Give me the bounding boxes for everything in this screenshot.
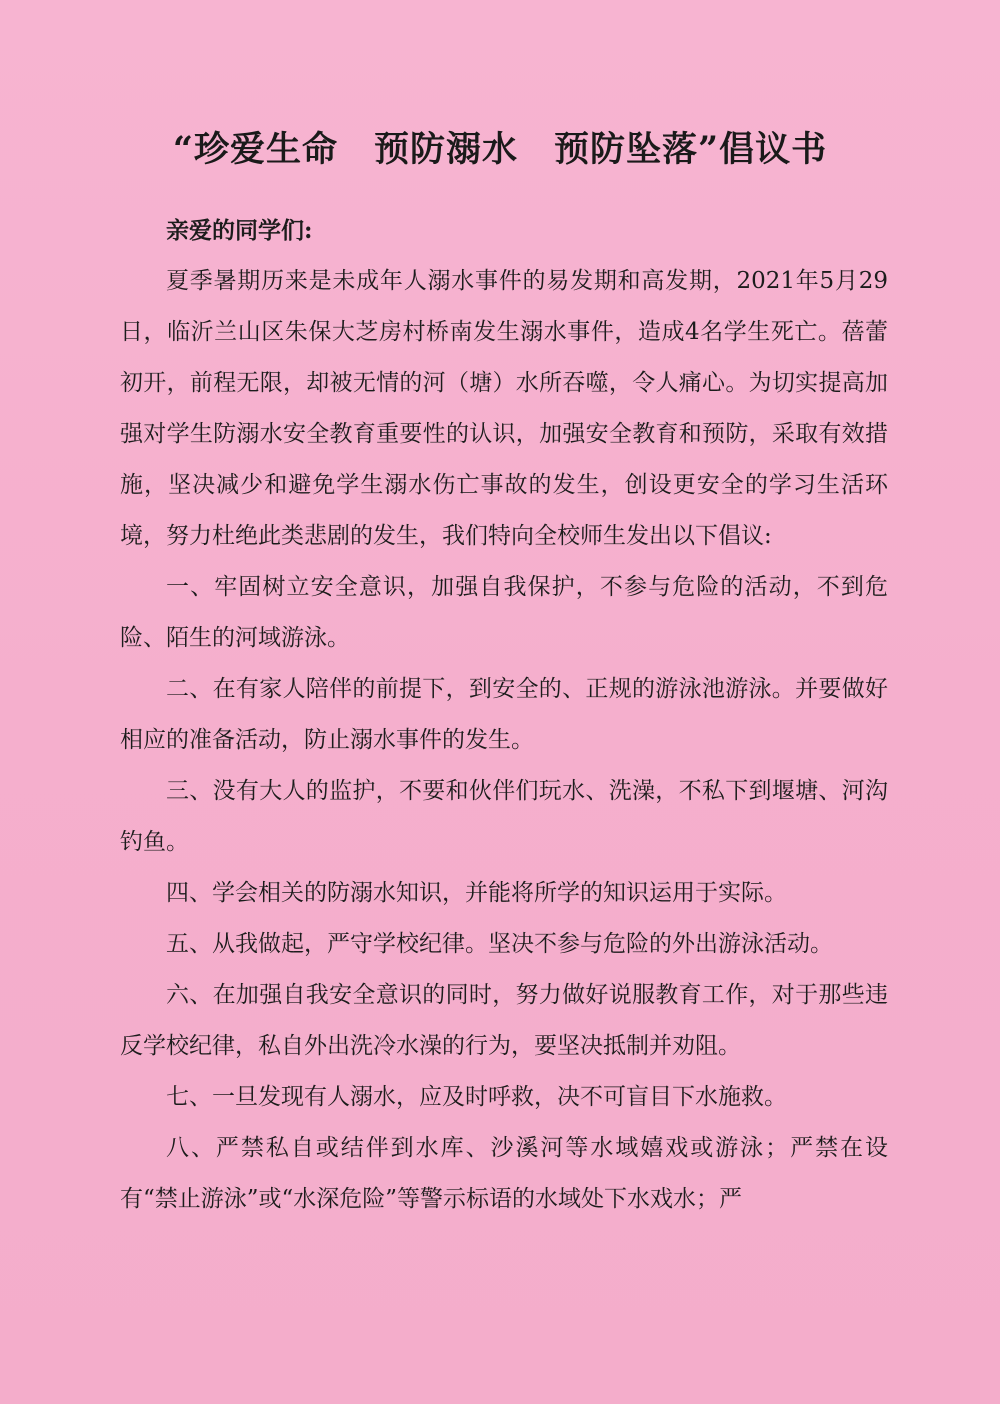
- paragraph-item-4: 四、学会相关的防溺水知识，并能将所学的知识运用于实际。: [166, 880, 787, 906]
- document-body: [120, 205, 888, 1225]
- paragraph-item-8: 八、严禁私自或结伴到水库、沙溪河等水域嬉戏或游泳；严禁在设有“禁止游泳”或“水深危险”等警示标语的水域处下水戏水；严: [120, 1135, 888, 1212]
- paragraph-item-1: 一、牢固树立安全意识，加强自我保护，不参与危险的活动，不到危险、陌生的河域游泳。: [120, 574, 888, 651]
- paragraph-item-7: 七、一旦发现有人溺水，应及时呼救，决不可盲目下水施救。: [166, 1084, 787, 1110]
- paragraph-item-6: 六、在加强自我安全意识的同时，努力做好说服教育工作，对于那些违反学校纪律，私自外出洗冷水澡的行为，要坚决抵制并劝阻。: [120, 982, 888, 1059]
- paragraph-item-3: 三、没有大人的监护，不要和伙伴们玩水、洗澡，不私下到堰塘、河沟钓鱼。: [120, 778, 888, 855]
- paragraph-intro: 夏季暑期历来是未成年人溺水事件的易发期和高发期，2021年5月29日，临沂兰山区朱保大芝房村桥南发生溺水事件，造成4名学生死亡。蓓蕾初开，前程无限，却被无情的河（塘）水所吞噬，令人痛心。为切实提高加强对学生防溺水安全教育重要性的认识，加强安全教育和预防，采取有效措施，坚决减少和避免学生溺水伤亡事故的发生，创设更安全的学习生活环境，努力杜绝此类悲剧的发生，我们特向全校师生发出以下倡议:: [120, 268, 888, 549]
- document-title: “珍爱生命 预防溺水 预防坠落”倡议书: [172, 129, 828, 170]
- salutation: 亲爱的同学们:: [166, 217, 313, 244]
- paragraph-item-5: 五、从我做起，严守学校纪律。坚决不参与危险的外出游泳活动。: [166, 931, 833, 957]
- paragraph-item-2: 二、在有家人陪伴的前提下，到安全的、正规的游泳池游泳。并要做好相应的准备活动，防止溺水事件的发生。: [120, 676, 888, 753]
